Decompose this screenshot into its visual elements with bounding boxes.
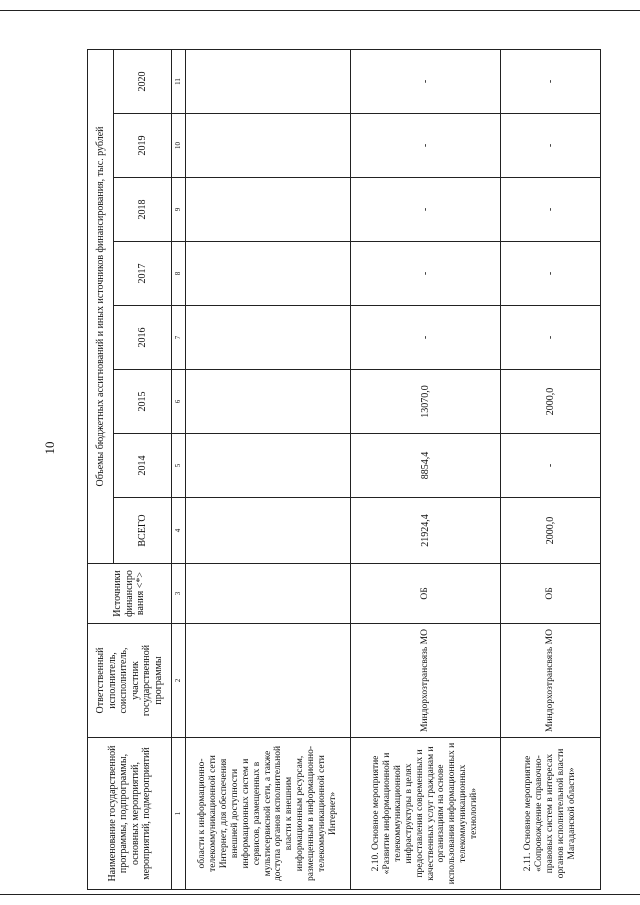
row-value-2018: - [501, 178, 601, 242]
page-number: 10 [42, 441, 57, 455]
row-value-total: 2000,0 [501, 498, 601, 564]
row-value-2015: 13070,0 [351, 370, 501, 434]
col-number: 5 [172, 434, 186, 498]
row-value-2020 [186, 49, 351, 113]
row-value-2019: - [501, 114, 601, 178]
col-number: 7 [172, 306, 186, 370]
col-number: 9 [172, 178, 186, 242]
row-value-2017 [186, 242, 351, 306]
row-value-2020: - [351, 49, 501, 113]
header-name: Наименование государственной программы, подпрограммы, основных мероприятий, мероприятий, подмероприятий [88, 738, 172, 890]
table-row [501, 49, 601, 889]
header-year-2019: 2019 [114, 114, 172, 178]
column-number-row [172, 49, 186, 889]
col-number: 2 [172, 624, 186, 738]
header-group-budget: Объемы бюджетных ассигнований и иных источников финансирования, тыс. рублей [88, 49, 114, 563]
header-year-2014: 2014 [114, 434, 172, 498]
row-source [186, 564, 351, 624]
col-number: 8 [172, 242, 186, 306]
row-value-2016 [186, 306, 351, 370]
row-executor: Миндорхозтрансвязь МО [351, 624, 501, 738]
header-year-2017: 2017 [114, 242, 172, 306]
header-year-total: ВСЕГО [114, 498, 172, 564]
row-value-2019: - [351, 114, 501, 178]
row-value-2016: - [351, 306, 501, 370]
row-name: области к информационно-телекоммуникационной сети Интернет, для обеспечения внешней доступности информационных систем и сервисов, размещенных в мультисервисной сети, а также доступа органов исполнительной власти к внешним информационным ресурсам, размещенным в информационно-телекоммуникационной сети Интернет» [186, 738, 351, 890]
row-value-total: 21924,4 [351, 498, 501, 564]
header-year-2018: 2018 [114, 178, 172, 242]
row-executor [186, 624, 351, 738]
col-number: 10 [172, 114, 186, 178]
row-value-2016: - [501, 306, 601, 370]
rotated-table-block [87, 50, 597, 890]
col-number: 1 [172, 738, 186, 890]
header-source: Источники финансиро вания <*> [88, 564, 172, 624]
row-value-2020: - [501, 49, 601, 113]
row-source: ОБ [351, 564, 501, 624]
header-year-2015: 2015 [114, 370, 172, 434]
col-number: 4 [172, 498, 186, 564]
row-value-2014 [186, 434, 351, 498]
row-value-total [186, 498, 351, 564]
row-value-2014: 8854,4 [351, 434, 501, 498]
row-value-2017: - [351, 242, 501, 306]
col-number: 11 [172, 49, 186, 113]
row-value-2015 [186, 370, 351, 434]
col-number: 6 [172, 370, 186, 434]
header-executor: Ответственный исполнитель, соисполнитель, участник государственной программы [88, 624, 172, 738]
top-rule [0, 10, 640, 11]
row-executor: Миндорхозтрансвязь МО [501, 624, 601, 738]
row-source: ОБ [501, 564, 601, 624]
budget-table [87, 49, 601, 890]
row-value-2018: - [351, 178, 501, 242]
row-value-2014: - [501, 434, 601, 498]
row-value-2018 [186, 178, 351, 242]
row-value-2019 [186, 114, 351, 178]
col-number: 3 [172, 564, 186, 624]
table-row [351, 49, 501, 889]
row-value-2017: - [501, 242, 601, 306]
row-name: 2.10. Основное мероприятие «Развитие информационной и телекоммуникационной инфраструктуры в целях предоставления современных и качественных услуг гражданам и организациям на основе использования информационных и телекоммуникационных технологий» [351, 738, 501, 890]
header-year-2016: 2016 [114, 306, 172, 370]
table-row [186, 49, 351, 889]
header-row-1 [88, 49, 114, 889]
row-name: 2.11. Основное мероприятие «Сопровождение справочно-правовых систем в интересах органов исполнительной власти Магаданской области» [501, 738, 601, 890]
budget-table-wrapper [87, 50, 597, 890]
row-value-2015: 2000,0 [501, 370, 601, 434]
bottom-rule [0, 894, 640, 895]
header-year-2020: 2020 [114, 49, 172, 113]
